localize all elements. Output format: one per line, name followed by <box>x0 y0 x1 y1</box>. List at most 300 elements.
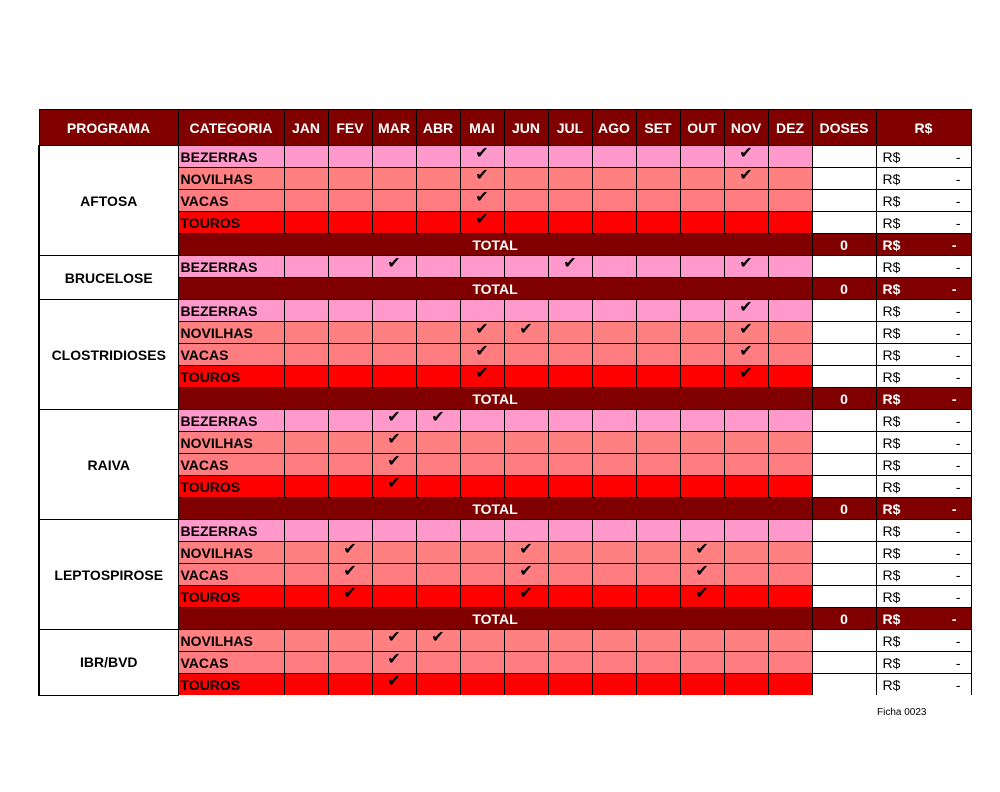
month-cell[interactable] <box>460 476 504 498</box>
month-cell[interactable] <box>504 432 548 454</box>
month-cell[interactable] <box>372 454 416 476</box>
month-cell[interactable] <box>416 322 460 344</box>
month-cell[interactable] <box>592 212 636 234</box>
month-cell[interactable] <box>372 542 416 564</box>
category-cell[interactable]: BEZERRAS <box>178 146 284 168</box>
month-cell[interactable] <box>504 630 548 652</box>
category-cell[interactable]: BEZERRAS <box>178 520 284 542</box>
category-cell[interactable]: BEZERRAS <box>178 300 284 322</box>
header-doses[interactable]: DOSES <box>812 110 876 146</box>
month-cell[interactable] <box>372 652 416 674</box>
month-cell[interactable] <box>284 344 328 366</box>
month-cell[interactable] <box>768 344 812 366</box>
month-cell[interactable] <box>328 146 372 168</box>
month-cell[interactable] <box>416 542 460 564</box>
month-cell[interactable] <box>636 674 680 696</box>
month-cell[interactable] <box>548 432 592 454</box>
month-cell[interactable] <box>680 564 724 586</box>
month-cell[interactable] <box>724 366 768 388</box>
doses-cell[interactable] <box>812 344 876 366</box>
rs-value-cell[interactable] <box>876 168 971 190</box>
rs-value-cell[interactable] <box>876 542 971 564</box>
month-cell[interactable] <box>548 410 592 432</box>
month-cell[interactable] <box>284 586 328 608</box>
month-cell[interactable] <box>548 146 592 168</box>
total-rs-cell[interactable] <box>876 278 971 300</box>
month-cell[interactable] <box>724 190 768 212</box>
month-cell[interactable] <box>680 652 724 674</box>
category-cell[interactable]: TOUROS <box>178 586 284 608</box>
month-cell[interactable] <box>460 564 504 586</box>
month-cell[interactable] <box>724 344 768 366</box>
doses-cell[interactable] <box>812 476 876 498</box>
month-cell[interactable] <box>768 652 812 674</box>
month-cell[interactable] <box>416 586 460 608</box>
month-cell[interactable] <box>460 586 504 608</box>
month-cell[interactable] <box>460 454 504 476</box>
month-cell[interactable] <box>680 630 724 652</box>
month-cell[interactable] <box>592 168 636 190</box>
month-cell[interactable] <box>548 256 592 278</box>
program-name-cell[interactable]: AFTOSA <box>39 146 178 256</box>
rs-value-cell[interactable] <box>876 476 971 498</box>
doses-cell[interactable] <box>812 256 876 278</box>
month-cell[interactable] <box>328 344 372 366</box>
month-cell[interactable] <box>548 454 592 476</box>
month-cell[interactable] <box>460 256 504 278</box>
month-cell[interactable] <box>284 564 328 586</box>
month-cell[interactable] <box>284 410 328 432</box>
month-cell[interactable] <box>768 256 812 278</box>
month-cell[interactable] <box>680 432 724 454</box>
month-cell[interactable] <box>592 476 636 498</box>
month-cell[interactable] <box>768 190 812 212</box>
month-cell[interactable] <box>416 300 460 322</box>
rs-value-cell[interactable] <box>876 432 971 454</box>
month-cell[interactable] <box>460 146 504 168</box>
doses-cell[interactable] <box>812 366 876 388</box>
doses-cell[interactable] <box>812 168 876 190</box>
category-cell[interactable]: NOVILHAS <box>178 168 284 190</box>
month-cell[interactable] <box>724 476 768 498</box>
rs-value-cell[interactable] <box>876 212 971 234</box>
month-cell[interactable] <box>284 520 328 542</box>
month-cell[interactable] <box>636 520 680 542</box>
month-cell[interactable] <box>284 190 328 212</box>
month-cell[interactable] <box>284 366 328 388</box>
header-month-mar[interactable]: MAR <box>372 110 416 146</box>
header-month-jun[interactable]: JUN <box>504 110 548 146</box>
month-cell[interactable] <box>592 454 636 476</box>
program-name-cell[interactable]: BRUCELOSE <box>39 256 178 300</box>
month-cell[interactable] <box>680 322 724 344</box>
month-cell[interactable] <box>724 630 768 652</box>
month-cell[interactable] <box>328 212 372 234</box>
month-cell[interactable] <box>328 476 372 498</box>
month-cell[interactable] <box>460 300 504 322</box>
header-month-set[interactable]: SET <box>636 110 680 146</box>
month-cell[interactable] <box>328 652 372 674</box>
month-cell[interactable] <box>724 322 768 344</box>
rs-value-cell[interactable] <box>876 674 971 696</box>
rs-value-cell[interactable] <box>876 256 971 278</box>
month-cell[interactable] <box>636 190 680 212</box>
month-cell[interactable] <box>372 190 416 212</box>
month-cell[interactable] <box>768 520 812 542</box>
month-cell[interactable] <box>284 674 328 696</box>
month-cell[interactable] <box>636 168 680 190</box>
month-cell[interactable] <box>416 146 460 168</box>
month-cell[interactable] <box>372 410 416 432</box>
month-cell[interactable] <box>460 520 504 542</box>
month-cell[interactable] <box>504 674 548 696</box>
month-cell[interactable] <box>372 476 416 498</box>
month-cell[interactable] <box>504 146 548 168</box>
month-cell[interactable] <box>284 146 328 168</box>
category-cell[interactable]: NOVILHAS <box>178 630 284 652</box>
month-cell[interactable] <box>592 652 636 674</box>
doses-cell[interactable] <box>812 322 876 344</box>
month-cell[interactable] <box>724 410 768 432</box>
month-cell[interactable] <box>416 168 460 190</box>
month-cell[interactable] <box>504 366 548 388</box>
month-cell[interactable] <box>548 586 592 608</box>
doses-cell[interactable] <box>812 300 876 322</box>
month-cell[interactable] <box>284 432 328 454</box>
month-cell[interactable] <box>548 168 592 190</box>
month-cell[interactable] <box>416 674 460 696</box>
month-cell[interactable] <box>592 630 636 652</box>
category-cell[interactable]: VACAS <box>178 564 284 586</box>
month-cell[interactable] <box>636 366 680 388</box>
month-cell[interactable] <box>548 542 592 564</box>
rs-value-cell[interactable] <box>876 322 971 344</box>
month-cell[interactable] <box>680 520 724 542</box>
month-cell[interactable] <box>416 520 460 542</box>
month-cell[interactable] <box>284 212 328 234</box>
month-cell[interactable] <box>548 520 592 542</box>
month-cell[interactable] <box>504 300 548 322</box>
total-rs-cell[interactable] <box>876 608 971 630</box>
month-cell[interactable] <box>504 212 548 234</box>
month-cell[interactable] <box>548 212 592 234</box>
month-cell[interactable] <box>592 410 636 432</box>
category-cell[interactable]: NOVILHAS <box>178 432 284 454</box>
month-cell[interactable] <box>592 542 636 564</box>
month-cell[interactable] <box>504 410 548 432</box>
doses-cell[interactable] <box>812 674 876 696</box>
rs-value-cell[interactable] <box>876 564 971 586</box>
header-month-fev[interactable]: FEV <box>328 110 372 146</box>
month-cell[interactable] <box>284 168 328 190</box>
month-cell[interactable] <box>504 256 548 278</box>
month-cell[interactable] <box>460 212 504 234</box>
total-rs-cell[interactable] <box>876 498 971 520</box>
month-cell[interactable] <box>768 146 812 168</box>
header-month-dez[interactable]: DEZ <box>768 110 812 146</box>
category-cell[interactable]: TOUROS <box>178 366 284 388</box>
month-cell[interactable] <box>680 542 724 564</box>
month-cell[interactable] <box>284 476 328 498</box>
month-cell[interactable] <box>680 344 724 366</box>
month-cell[interactable] <box>504 564 548 586</box>
month-cell[interactable] <box>680 586 724 608</box>
rs-value-cell[interactable] <box>876 586 971 608</box>
month-cell[interactable] <box>328 564 372 586</box>
doses-cell[interactable] <box>812 410 876 432</box>
month-cell[interactable] <box>680 190 724 212</box>
month-cell[interactable] <box>592 190 636 212</box>
month-cell[interactable] <box>504 344 548 366</box>
doses-cell[interactable] <box>812 542 876 564</box>
doses-cell[interactable] <box>812 586 876 608</box>
month-cell[interactable] <box>328 454 372 476</box>
month-cell[interactable] <box>328 168 372 190</box>
doses-cell[interactable] <box>812 190 876 212</box>
rs-value-cell[interactable] <box>876 454 971 476</box>
month-cell[interactable] <box>592 322 636 344</box>
month-cell[interactable] <box>460 344 504 366</box>
month-cell[interactable] <box>724 586 768 608</box>
program-name-cell[interactable]: IBR/BVD <box>39 630 178 696</box>
month-cell[interactable] <box>284 454 328 476</box>
month-cell[interactable] <box>372 630 416 652</box>
month-cell[interactable] <box>768 564 812 586</box>
header-month-ago[interactable]: AGO <box>592 110 636 146</box>
month-cell[interactable] <box>592 674 636 696</box>
total-doses-cell[interactable]: 0 <box>812 498 876 520</box>
month-cell[interactable] <box>328 586 372 608</box>
category-cell[interactable]: BEZERRAS <box>178 256 284 278</box>
total-rs-cell[interactable] <box>876 388 971 410</box>
month-cell[interactable] <box>284 630 328 652</box>
month-cell[interactable] <box>768 476 812 498</box>
month-cell[interactable] <box>768 630 812 652</box>
month-cell[interactable] <box>724 454 768 476</box>
month-cell[interactable] <box>724 300 768 322</box>
month-cell[interactable] <box>328 366 372 388</box>
month-cell[interactable] <box>724 652 768 674</box>
month-cell[interactable] <box>548 190 592 212</box>
month-cell[interactable] <box>680 674 724 696</box>
month-cell[interactable] <box>768 300 812 322</box>
month-cell[interactable] <box>416 432 460 454</box>
month-cell[interactable] <box>592 256 636 278</box>
month-cell[interactable] <box>768 168 812 190</box>
month-cell[interactable] <box>680 454 724 476</box>
category-cell[interactable]: NOVILHAS <box>178 542 284 564</box>
month-cell[interactable] <box>460 168 504 190</box>
month-cell[interactable] <box>592 586 636 608</box>
doses-cell[interactable] <box>812 212 876 234</box>
month-cell[interactable] <box>724 564 768 586</box>
month-cell[interactable] <box>460 652 504 674</box>
month-cell[interactable] <box>460 674 504 696</box>
month-cell[interactable] <box>372 212 416 234</box>
month-cell[interactable] <box>680 410 724 432</box>
month-cell[interactable] <box>548 344 592 366</box>
rs-value-cell[interactable] <box>876 630 971 652</box>
month-cell[interactable] <box>416 410 460 432</box>
month-cell[interactable] <box>416 256 460 278</box>
month-cell[interactable] <box>504 542 548 564</box>
month-cell[interactable] <box>372 366 416 388</box>
month-cell[interactable] <box>548 630 592 652</box>
rs-value-cell[interactable] <box>876 344 971 366</box>
month-cell[interactable] <box>768 542 812 564</box>
total-doses-cell[interactable]: 0 <box>812 608 876 630</box>
month-cell[interactable] <box>328 190 372 212</box>
month-cell[interactable] <box>372 520 416 542</box>
month-cell[interactable] <box>328 322 372 344</box>
month-cell[interactable] <box>768 322 812 344</box>
month-cell[interactable] <box>548 652 592 674</box>
category-cell[interactable]: TOUROS <box>178 674 284 696</box>
month-cell[interactable] <box>460 322 504 344</box>
month-cell[interactable] <box>636 564 680 586</box>
header-categoria[interactable]: CATEGORIA <box>178 110 284 146</box>
month-cell[interactable] <box>592 366 636 388</box>
month-cell[interactable] <box>636 476 680 498</box>
month-cell[interactable] <box>768 366 812 388</box>
header-month-abr[interactable]: ABR <box>416 110 460 146</box>
month-cell[interactable] <box>636 322 680 344</box>
month-cell[interactable] <box>724 256 768 278</box>
month-cell[interactable] <box>328 256 372 278</box>
month-cell[interactable] <box>328 520 372 542</box>
category-cell[interactable]: VACAS <box>178 190 284 212</box>
category-cell[interactable]: VACAS <box>178 344 284 366</box>
month-cell[interactable] <box>416 366 460 388</box>
month-cell[interactable] <box>724 212 768 234</box>
month-cell[interactable] <box>680 146 724 168</box>
total-rs-cell[interactable] <box>876 234 971 256</box>
month-cell[interactable] <box>284 322 328 344</box>
month-cell[interactable] <box>636 432 680 454</box>
month-cell[interactable] <box>328 674 372 696</box>
month-cell[interactable] <box>372 168 416 190</box>
month-cell[interactable] <box>416 212 460 234</box>
month-cell[interactable] <box>504 476 548 498</box>
month-cell[interactable] <box>328 300 372 322</box>
header-month-nov[interactable]: NOV <box>724 110 768 146</box>
month-cell[interactable] <box>768 454 812 476</box>
month-cell[interactable] <box>680 366 724 388</box>
category-cell[interactable]: TOUROS <box>178 476 284 498</box>
month-cell[interactable] <box>504 454 548 476</box>
month-cell[interactable] <box>592 564 636 586</box>
month-cell[interactable] <box>724 520 768 542</box>
month-cell[interactable] <box>460 190 504 212</box>
header-rs[interactable]: R$ <box>876 110 971 146</box>
header-month-mai[interactable]: MAI <box>460 110 504 146</box>
header-month-jul[interactable]: JUL <box>548 110 592 146</box>
month-cell[interactable] <box>592 344 636 366</box>
month-cell[interactable] <box>284 256 328 278</box>
month-cell[interactable] <box>372 564 416 586</box>
doses-cell[interactable] <box>812 520 876 542</box>
month-cell[interactable] <box>372 300 416 322</box>
month-cell[interactable] <box>636 344 680 366</box>
total-doses-cell[interactable]: 0 <box>812 234 876 256</box>
month-cell[interactable] <box>724 432 768 454</box>
month-cell[interactable] <box>548 564 592 586</box>
month-cell[interactable] <box>548 300 592 322</box>
month-cell[interactable] <box>548 366 592 388</box>
category-cell[interactable]: VACAS <box>178 652 284 674</box>
rs-value-cell[interactable] <box>876 300 971 322</box>
month-cell[interactable] <box>504 322 548 344</box>
month-cell[interactable] <box>680 300 724 322</box>
program-name-cell[interactable]: RAIVA <box>39 410 178 520</box>
month-cell[interactable] <box>548 674 592 696</box>
month-cell[interactable] <box>372 344 416 366</box>
month-cell[interactable] <box>636 410 680 432</box>
month-cell[interactable] <box>636 630 680 652</box>
month-cell[interactable] <box>284 300 328 322</box>
month-cell[interactable] <box>636 652 680 674</box>
doses-cell[interactable] <box>812 564 876 586</box>
month-cell[interactable] <box>724 674 768 696</box>
month-cell[interactable] <box>372 432 416 454</box>
month-cell[interactable] <box>592 146 636 168</box>
month-cell[interactable] <box>504 586 548 608</box>
doses-cell[interactable] <box>812 146 876 168</box>
doses-cell[interactable] <box>812 454 876 476</box>
month-cell[interactable] <box>372 322 416 344</box>
month-cell[interactable] <box>416 630 460 652</box>
month-cell[interactable] <box>636 542 680 564</box>
month-cell[interactable] <box>328 432 372 454</box>
month-cell[interactable] <box>284 542 328 564</box>
month-cell[interactable] <box>460 410 504 432</box>
month-cell[interactable] <box>636 212 680 234</box>
month-cell[interactable] <box>768 212 812 234</box>
month-cell[interactable] <box>372 146 416 168</box>
month-cell[interactable] <box>768 674 812 696</box>
category-cell[interactable]: TOUROS <box>178 212 284 234</box>
rs-value-cell[interactable] <box>876 146 971 168</box>
month-cell[interactable] <box>416 476 460 498</box>
month-cell[interactable] <box>284 652 328 674</box>
month-cell[interactable] <box>724 168 768 190</box>
month-cell[interactable] <box>680 212 724 234</box>
month-cell[interactable] <box>724 146 768 168</box>
month-cell[interactable] <box>460 366 504 388</box>
doses-cell[interactable] <box>812 432 876 454</box>
month-cell[interactable] <box>548 322 592 344</box>
month-cell[interactable] <box>680 476 724 498</box>
month-cell[interactable] <box>636 146 680 168</box>
month-cell[interactable] <box>416 652 460 674</box>
month-cell[interactable] <box>504 190 548 212</box>
total-doses-cell[interactable]: 0 <box>812 388 876 410</box>
month-cell[interactable] <box>680 256 724 278</box>
program-name-cell[interactable]: CLOSTRIDIOSES <box>39 300 178 410</box>
month-cell[interactable] <box>328 630 372 652</box>
month-cell[interactable] <box>592 432 636 454</box>
month-cell[interactable] <box>372 256 416 278</box>
rs-value-cell[interactable] <box>876 410 971 432</box>
month-cell[interactable] <box>680 168 724 190</box>
header-programa[interactable]: PROGRAMA <box>39 110 178 146</box>
month-cell[interactable] <box>768 586 812 608</box>
category-cell[interactable]: BEZERRAS <box>178 410 284 432</box>
rs-value-cell[interactable] <box>876 520 971 542</box>
month-cell[interactable] <box>460 630 504 652</box>
month-cell[interactable] <box>504 168 548 190</box>
category-cell[interactable]: NOVILHAS <box>178 322 284 344</box>
